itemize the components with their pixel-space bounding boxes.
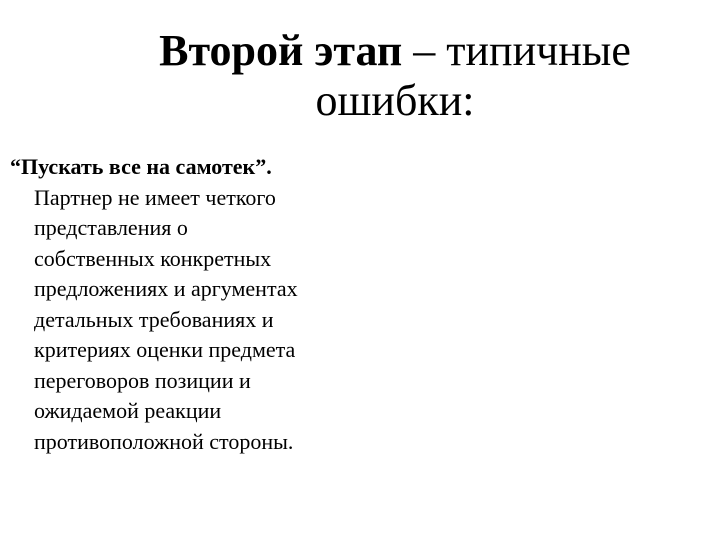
body-line: детальных требованиях и [34, 306, 274, 332]
body-line: ожидаемой реакции [34, 398, 222, 423]
body-line: Партнер не имеет четкого [34, 184, 276, 210]
title-bold-part: Второй этап [159, 26, 403, 75]
body-line: переговоров позиции и [34, 367, 251, 393]
title-line-1 [150, 26, 640, 76]
body-line: собственных конкретных [34, 245, 272, 271]
body-text [10, 152, 370, 457]
body-line: представления о [34, 215, 188, 240]
title-regular-part: – типичные [402, 26, 631, 75]
body-line: противоположной стороны. [34, 428, 294, 454]
body-line: критериях оценки предмета [34, 337, 296, 362]
title-line-2: ошибки: [315, 76, 475, 125]
slide-title [150, 26, 640, 126]
lead-quote: “Пускать все на самотек”. [10, 154, 272, 179]
body-line: предложениях и аргументах [34, 276, 298, 301]
